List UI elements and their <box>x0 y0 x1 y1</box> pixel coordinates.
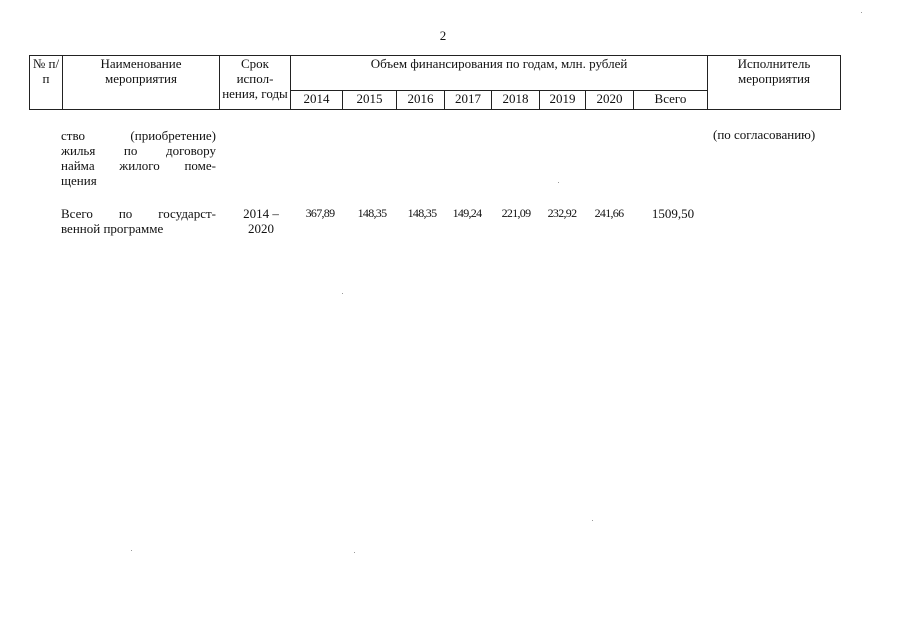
header-year-2019: 2019 <box>540 91 586 110</box>
scan-speck <box>342 293 343 294</box>
financing-table-header <box>29 55 841 110</box>
header-year-2020: 2020 <box>586 91 634 110</box>
header-year-2017: 2017 <box>445 91 492 110</box>
header-year-2016: 2016 <box>397 91 445 110</box>
header-number: № п/п <box>30 56 63 110</box>
total-value-2016: 148,35 <box>407 206 437 220</box>
continued-name-line: щения <box>61 173 97 188</box>
header-year-2014: 2014 <box>291 91 343 110</box>
total-value-2017: 149,24 <box>452 206 482 220</box>
scan-speck <box>558 182 559 183</box>
header-year-total: Всего <box>634 91 708 110</box>
total-value-2014: 367,89 <box>305 206 335 220</box>
total-value-2019: 232,92 <box>547 206 577 220</box>
total-row-term <box>231 206 291 236</box>
total-value-2015: 148,35 <box>357 206 387 220</box>
total-value-all: 1509,50 <box>651 206 695 221</box>
header-funding: Объем финансирования по годам, млн. рублей <box>291 56 708 91</box>
continued-name-line: найма жилого поме- <box>61 158 216 173</box>
total-term-line: 2020 <box>248 221 274 236</box>
continued-event-name <box>61 128 216 188</box>
continued-name-line: жилья по договору <box>61 143 216 158</box>
scan-speck <box>861 12 862 13</box>
total-name-line: венной программе <box>61 221 164 236</box>
header-term: Срок испол-нения, годы <box>220 56 291 110</box>
header-year-2018: 2018 <box>492 91 540 110</box>
total-value-2020: 241,66 <box>594 206 624 220</box>
header-year-2015: 2015 <box>343 91 397 110</box>
header-executor: Исполнитель мероприятия <box>708 56 841 110</box>
total-term-line: 2014 – <box>243 206 279 221</box>
header-event-name: Наименование мероприятия <box>63 56 220 110</box>
total-row-name <box>61 206 216 236</box>
continued-executor: (по согласованию) <box>713 127 816 142</box>
scan-speck <box>354 552 355 553</box>
total-value-2018: 221,09 <box>501 206 531 220</box>
continued-name-line: ство (приобретение) <box>61 128 216 143</box>
page-number: 2 <box>439 28 447 43</box>
total-name-line: Всего по государст- <box>61 206 216 221</box>
scan-speck <box>131 550 132 551</box>
scan-speck <box>592 520 593 521</box>
